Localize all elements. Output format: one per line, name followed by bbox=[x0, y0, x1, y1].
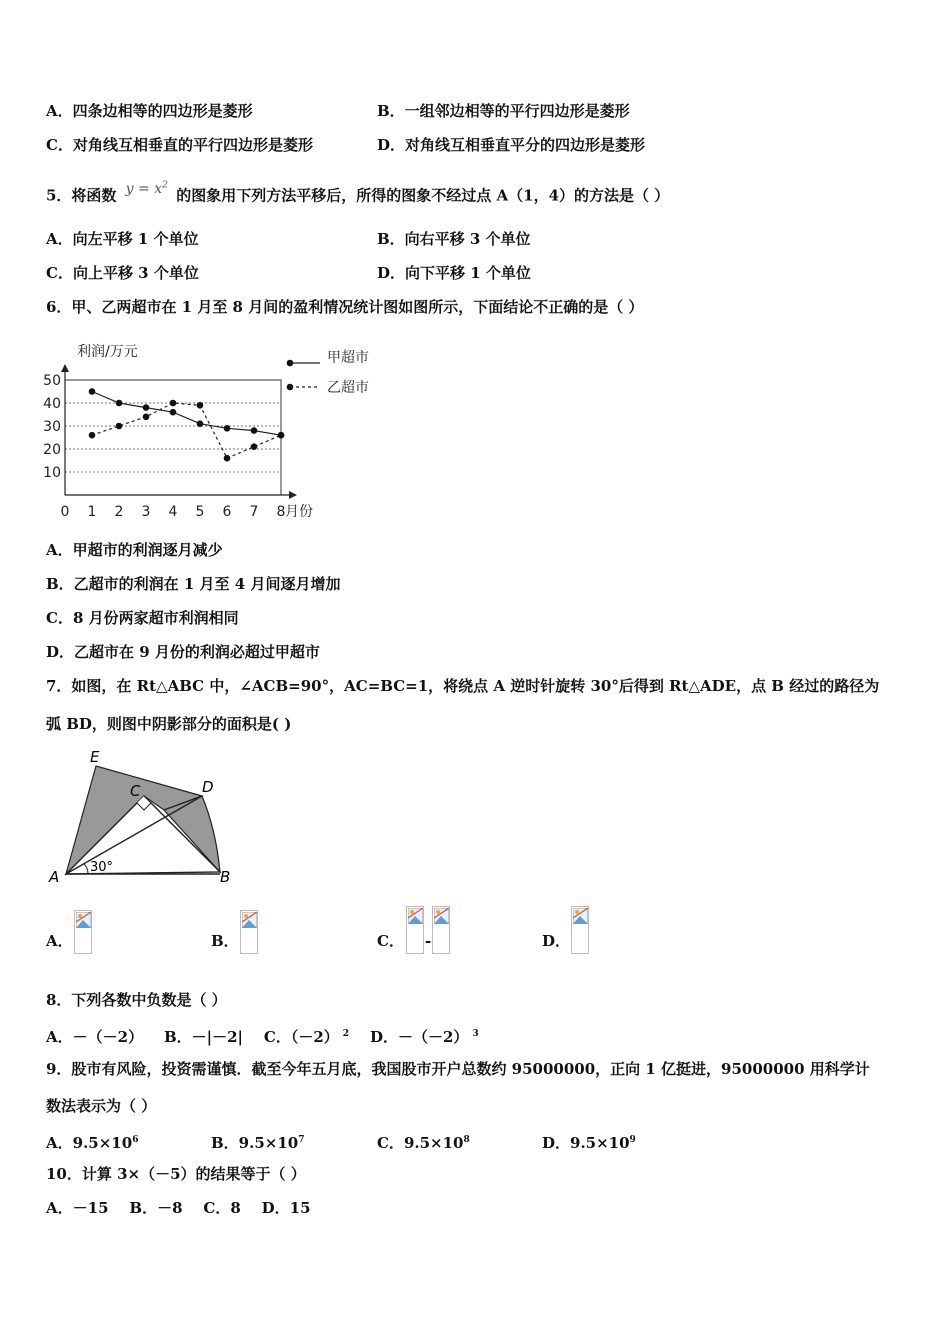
q8-option-a: A．－（－2） bbox=[46, 1028, 144, 1046]
legend-label: 乙超市 bbox=[327, 380, 369, 396]
q8-option-c: C．（－2） $^2$ bbox=[263, 1028, 350, 1046]
x-axis-label: 月份 bbox=[285, 504, 313, 520]
y-tick-label: 40 bbox=[43, 396, 61, 412]
x-tick-label: 4 bbox=[168, 504, 178, 520]
q7-option-c-minus: - bbox=[425, 932, 432, 950]
data-point bbox=[89, 388, 96, 395]
x-tick-label: 5 bbox=[195, 504, 205, 520]
q9-option-c: C．$9.5\times 10^8$ bbox=[377, 1134, 470, 1152]
y-tick-label: 20 bbox=[43, 442, 61, 458]
q4-option-b: B．一组邻边相等的平行四边形是菱形 bbox=[377, 102, 630, 120]
q9-option-a: A．$9.5\times 10^6$ bbox=[46, 1134, 139, 1152]
q5-suffix: 的图象用下列方法平移后，所得的图象不经过点 A（1，4）的方法是（ ） bbox=[176, 186, 670, 205]
label-e: E bbox=[90, 748, 100, 766]
q7-stem-line2: 弧 BD，则图中阴影部分的面积是( ) bbox=[46, 715, 292, 733]
q5-formula bbox=[126, 181, 173, 197]
q5-option-b: B．向右平移 3 个单位 bbox=[377, 230, 531, 248]
q9-option-b: B．$9.5\times 10^7$ bbox=[211, 1134, 305, 1152]
y-axis-arrow bbox=[61, 364, 69, 372]
y-tick-label: 10 bbox=[43, 465, 61, 481]
q7-option-c-letter: C． bbox=[377, 932, 404, 950]
q7-option-a-letter: A． bbox=[46, 932, 73, 950]
data-point bbox=[170, 400, 177, 407]
data-point bbox=[116, 423, 123, 430]
q5-formula-base: y = x bbox=[125, 180, 163, 197]
q6-option-a: A．甲超市的利润逐月减少 bbox=[46, 541, 223, 559]
x-tick-label: 3 bbox=[141, 504, 151, 520]
y-tick-label: 30 bbox=[43, 419, 61, 435]
q5-option-a: A．向左平移 1 个单位 bbox=[46, 230, 199, 248]
q6-option-c: C．8 月份两家超市利润相同 bbox=[46, 609, 239, 627]
label-b: B bbox=[220, 868, 231, 886]
broken-image-icon bbox=[406, 906, 424, 954]
data-point bbox=[251, 443, 258, 450]
x-tick-label: 0 bbox=[60, 504, 70, 520]
legend-label: 甲超市 bbox=[327, 350, 369, 366]
q9-stem-line1: 9．股市有风险，投资需谨慎．截至今年五月底，我国股市开户总数约 95000000，正向 1 亿挺进，95000000 用科学计 bbox=[46, 1060, 870, 1078]
data-point bbox=[197, 420, 204, 427]
data-point bbox=[224, 425, 231, 432]
q9-stem-line2: 数法表示为（ ） bbox=[46, 1097, 157, 1115]
data-point bbox=[251, 427, 258, 434]
label-angle-30: 30° bbox=[90, 860, 114, 875]
q5-stem bbox=[46, 180, 670, 207]
q6-option-d: D．乙超市在 9 月份的利润必超过甲超市 bbox=[46, 643, 320, 661]
data-point bbox=[143, 414, 150, 421]
x-tick-label: 7 bbox=[249, 504, 259, 520]
data-point bbox=[278, 432, 285, 439]
data-point bbox=[224, 455, 231, 462]
data-point bbox=[143, 404, 150, 411]
q4-option-c: C．对角线互相垂直的平行四边形是菱形 bbox=[46, 136, 313, 154]
plot-frame bbox=[65, 380, 281, 495]
x-tick-label: 8 bbox=[276, 504, 286, 520]
broken-image-icon bbox=[571, 906, 589, 954]
q7-option-b-letter: B． bbox=[211, 932, 239, 950]
q6-option-b: B．乙超市的利润在 1 月至 4 月间逐月增加 bbox=[46, 575, 341, 593]
q8-stem: 8．下列各数中负数是（ ） bbox=[46, 991, 227, 1009]
x-tick-label: 6 bbox=[222, 504, 232, 520]
q7-stem-line1: 7．如图，在 Rt△ABC 中，∠ACB=90°，AC=BC=1，将绕点 A 逆时针旋转 30°后得到 Rt△ADE，点 B 经过的路径为 bbox=[46, 677, 880, 695]
profit-line-chart bbox=[40, 332, 400, 522]
data-point bbox=[89, 432, 96, 439]
label-d: D bbox=[202, 778, 214, 796]
q10-options: A．－15 B．－8 C．8 D．15 bbox=[46, 1199, 311, 1217]
data-point bbox=[116, 400, 123, 407]
y-axis-label: 利润/万元 bbox=[77, 344, 138, 360]
q5-option-c: C．向上平移 3 个单位 bbox=[46, 264, 199, 282]
broken-image-icon bbox=[432, 906, 450, 954]
broken-image-icon bbox=[240, 910, 258, 954]
q5-prefix: 5．将函数 bbox=[46, 186, 117, 205]
q7-option-d-letter: D． bbox=[542, 932, 571, 950]
x-tick-label: 1 bbox=[87, 504, 97, 520]
x-tick-label: 2 bbox=[114, 504, 124, 520]
data-point bbox=[170, 409, 177, 416]
label-c: C bbox=[130, 782, 141, 800]
q5-formula-exp: 2 bbox=[162, 180, 168, 190]
data-point bbox=[197, 402, 204, 409]
q10-stem: 10．计算 3×（－5）的结果等于（ ） bbox=[46, 1165, 306, 1183]
y-tick-label: 50 bbox=[43, 373, 61, 389]
q5-option-d: D．向下平移 1 个单位 bbox=[377, 264, 531, 282]
q6-stem: 6．甲、乙两超市在 1 月至 8 月间的盈利情况统计图如图所示，下面结论不正确的是（ ） bbox=[46, 298, 644, 316]
q8-option-b: B．－|－2| bbox=[163, 1028, 243, 1046]
q4-option-d: D．对角线互相垂直平分的四边形是菱形 bbox=[377, 136, 646, 154]
q9-option-d: D．$9.5\times 10^9$ bbox=[542, 1134, 636, 1152]
q8-option-d: D．－（－2） $^3$ bbox=[369, 1028, 479, 1046]
q4-option-a: A．四条边相等的四边形是菱形 bbox=[46, 102, 253, 120]
broken-image-icon bbox=[74, 910, 92, 954]
q8-options bbox=[46, 1024, 479, 1047]
q7-geometry-figure bbox=[44, 744, 244, 890]
label-a: A bbox=[49, 868, 60, 886]
x-axis-arrow bbox=[289, 491, 297, 499]
